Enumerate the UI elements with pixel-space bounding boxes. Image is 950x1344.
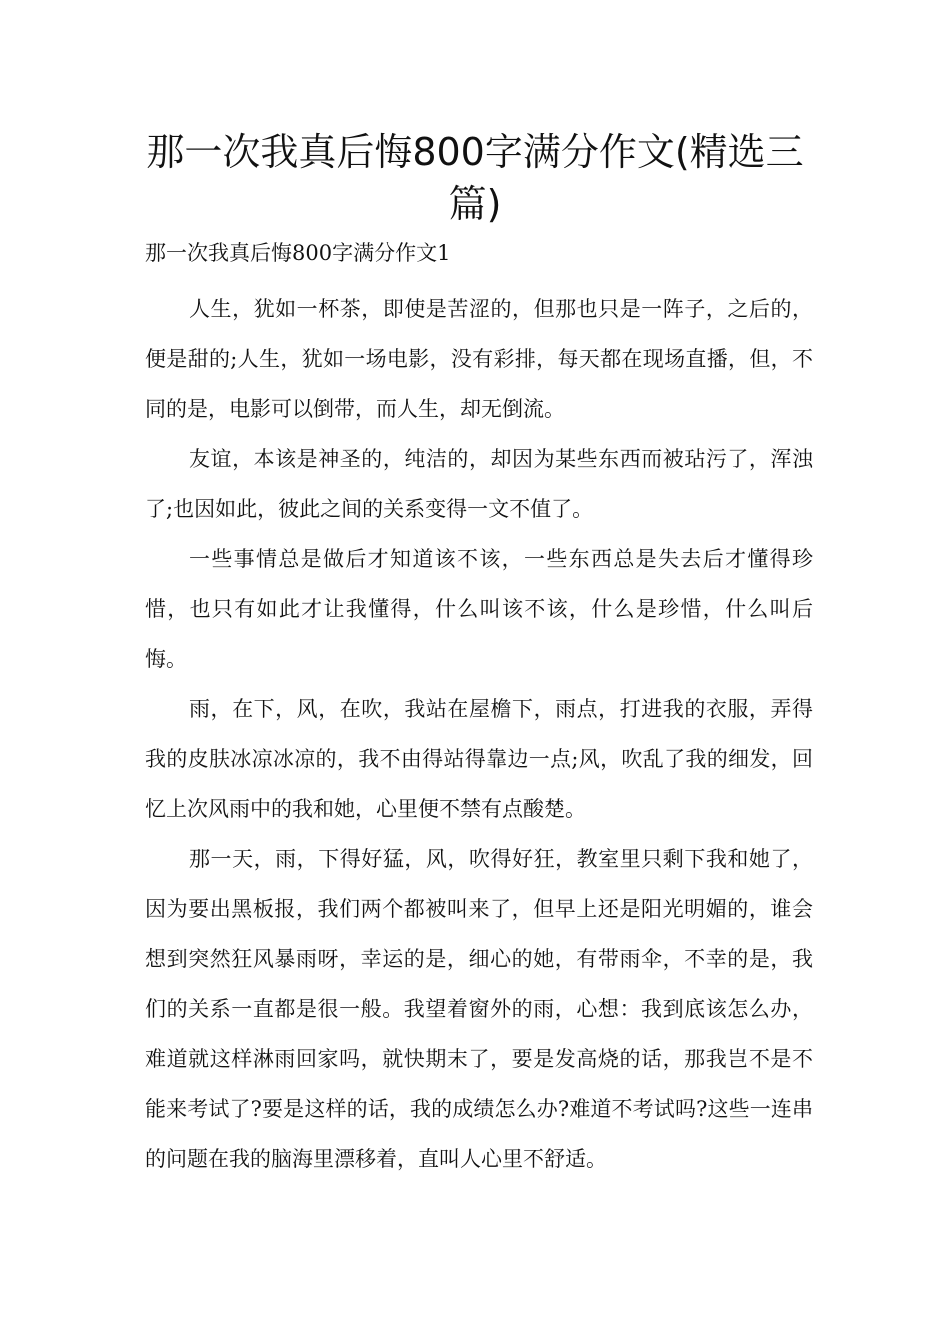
paragraph-3: 一些事情总是做后才知道该不该，一些东西总是失去后才懂得珍惜，也只有如此才让我懂得，什么叫该不该，什么是珍惜，什么叫后悔。 [145, 547, 813, 671]
essay-body [145, 284, 813, 1184]
paragraph-5: 那一天，雨，下得好猛，风，吹得好狂，教室里只剩下我和她了，因为要出黑板报，我们两个都被叫来了，但早上还是阳光明媚的，谁会想到突然狂风暴雨呀，幸运的是，细心的她，有带雨伞，不幸的是，我们的关系一直都是很一般。我望着窗外的雨，心想：我到底该怎么办，难道就这样淋雨回家吗，就快期末了，要是发高烧的话，那我岂不是不能来考试了?要是这样的话，我的成绩怎么办?难道不考试吗?这些一连串的问题在我的脑海里漂移着，直叫人心里不舒适。 [145, 847, 813, 1171]
paragraph-1: 人生，犹如一杯茶，即使是苦涩的，但那也只是一阵子，之后的，便是甜的;人生，犹如一场电影，没有彩排，每天都在现场直播，但，不同的是，电影可以倒带，而人生，却无倒流。 [145, 297, 813, 421]
paragraph-2: 友谊，本该是神圣的，纯洁的，却因为某些东西而被玷污了，浑浊了;也因如此，彼此之间的关系变得一文不值了。 [145, 447, 813, 521]
paragraph-4: 雨，在下，风，在吹，我站在屋檐下，雨点，打进我的衣服，弄得我的皮肤冰凉冰凉的，我不由得站得靠边一点;风，吹乱了我的细发，回忆上次风雨中的我和她，心里便不禁有点酸楚。 [145, 697, 813, 821]
document-title: 那一次我真后悔800字满分作文(精选三篇) [146, 130, 804, 226]
essay-subtitle: 那一次我真后悔800字满分作文1 [145, 241, 451, 265]
